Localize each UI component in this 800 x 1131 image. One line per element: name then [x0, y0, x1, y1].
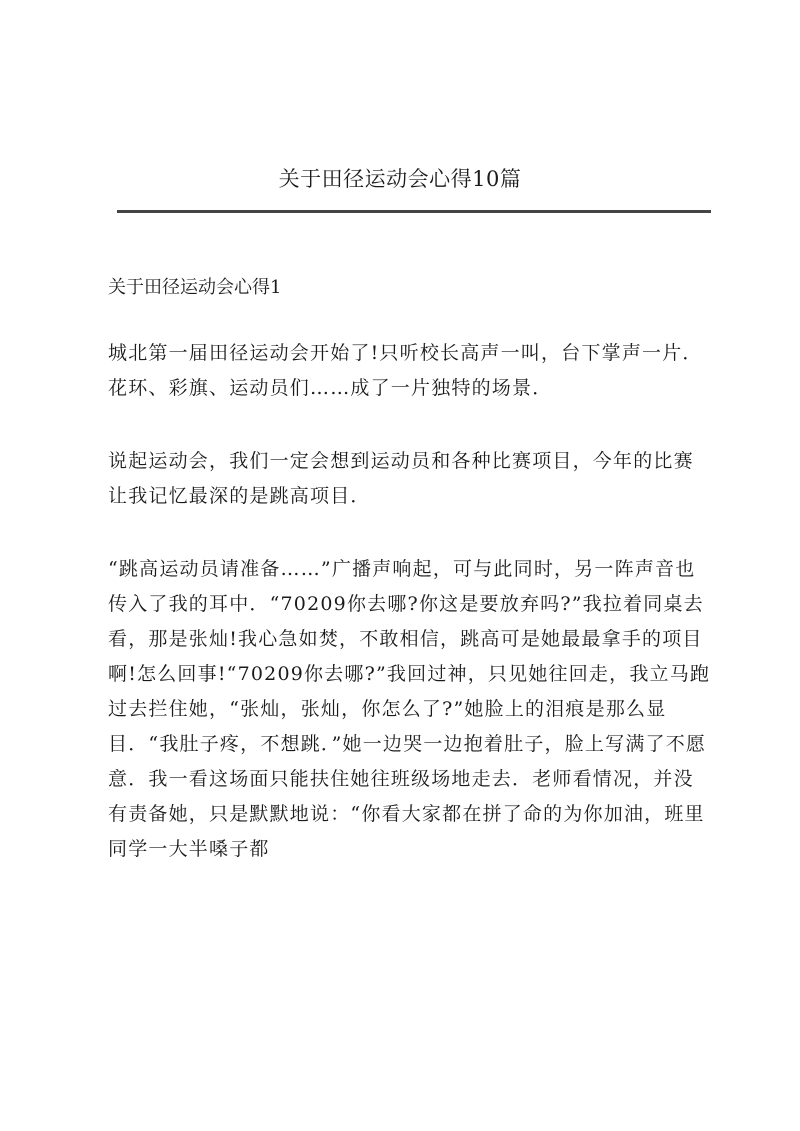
document-body	[108, 272, 713, 905]
section-heading: 关于田径运动会心得1	[108, 277, 282, 298]
document-title: 关于田径运动会心得10篇	[278, 167, 522, 191]
paragraph-2: 说起运动会，我们一定会想到运动员和各种比赛项目，今年的比赛让我记忆最深的是跳高项目．	[108, 450, 694, 507]
paragraph-3: “跳高运动员请准备……”广播声响起，可与此同时，另一阵声音也传入了我的耳中．“70209你去哪?你这是要放弃吗?”我拉着同桌去看，那是张灿!我心急如焚，不敢相信，跳高可是她最最拿手的项目啊!怎么回事!“70209你去哪?”我回过神，只见她往回走，我立马跑过去拦住她，“张灿，张灿，你怎么了?”她脸上的泪痕是那么显目．“我肚子疼，不想跳．”她一边哭一边抱着肚子，脸上写满了不愿意．我一看这场面只能扶住她往班级场地走去．老师看情况，并没有责备她，只是默默地说：“你看大家都在拼了命的为你加油，班里同学一大半嗓子都	[108, 558, 711, 860]
paragraph-1: 城北第一届田径运动会开始了!只听校长高声一叫，台下掌声一片．花环、彩旗、运动员们……成了一片独特的场景．	[108, 342, 703, 399]
title-underline	[117, 210, 711, 213]
